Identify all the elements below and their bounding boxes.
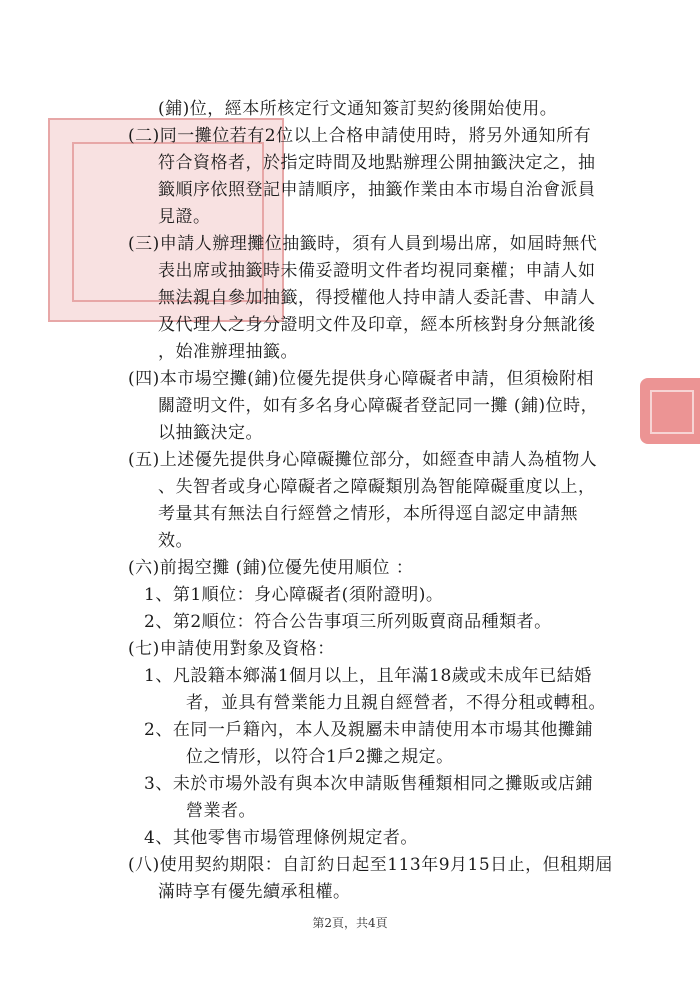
text-line: 符合資格者，於指定時間及地點辦理公開抽籤決定之，抽 <box>158 153 596 173</box>
text-line: 效。 <box>158 531 193 551</box>
text-line: 及代理人之身分證明文件及印章，經本所核對身分無訛後 <box>158 315 596 335</box>
text-line: (鋪)位，經本所核定行文通知簽訂契約後開始使用。 <box>158 99 558 119</box>
text-line: 以抽籤決定。 <box>158 423 263 443</box>
text-line: 營業者。 <box>186 801 256 821</box>
clause-7-line: (七)申請使用對象及資格： <box>128 639 335 659</box>
sub-item-line: 2、在同一戶籍內，本人及親屬未申請使用本市場其他攤鋪 <box>144 720 593 740</box>
clause-3-line: (三)申請人辦理攤位抽籤時，須有人員到場出席，如屆時無代 <box>128 234 598 254</box>
text-line: 滿時享有優先續承租權。 <box>158 882 351 902</box>
sub-item-line: 1、第1順位：身心障礙者(須附證明)。 <box>144 585 444 605</box>
text-line: 者，並具有營業能力且親自經營者，不得分租或轉租。 <box>186 693 606 713</box>
clause-6-line: (六)前揭空攤 (鋪)位優先使用順位 ： <box>128 558 414 578</box>
clause-8-line: (八)使用契約期限：自訂約日起至113年9月15日止，但租期屆 <box>128 855 613 875</box>
sub-item-line: 1、凡設籍本鄉滿1個月以上，且年滿18歲或未成年已結婚 <box>144 666 592 686</box>
edge-seal-stamp <box>640 378 700 444</box>
text-line: 表出席或抽籤時未備妥證明文件者均視同棄權；申請人如 <box>158 261 596 281</box>
text-line: 位之情形，以符合1戶2攤之規定。 <box>186 747 454 767</box>
document-body <box>128 96 628 906</box>
text-line: 、失智者或身心障礙者之障礙類別為智能障礙重度以上， <box>158 477 596 497</box>
sub-item-line: 3、未於市場外設有與本次申請販售種類相同之攤販或店鋪 <box>144 774 593 794</box>
sub-item-line: 4、其他零售市場管理條例規定者。 <box>144 828 418 848</box>
text-line: 考量其有無法自行經營之情形，本所得逕自認定申請無 <box>158 504 578 524</box>
text-line: 籤順序依照登記申請順序，抽籤作業由本市場自治會派員 <box>158 180 596 200</box>
text-line: 關證明文件，如有多名身心障礙者登記同一攤 (鋪)位時， <box>158 396 599 416</box>
text-line: ，始准辦理抽籤。 <box>158 342 298 362</box>
page-footer: 第2頁，共4頁 <box>312 916 388 930</box>
sub-item-line: 2、第2順位：符合公告事項三所列販賣商品種類者。 <box>144 612 552 632</box>
clause-2-line: (二)同一攤位若有2位以上合格申請使用時，將另外通知所有 <box>128 126 592 146</box>
text-line: 見證。 <box>158 207 211 227</box>
clause-4-line: (四)本市場空攤(鋪)位優先提供身心障礙者申請，但須檢附相 <box>128 369 595 389</box>
clause-5-line: (五)上述優先提供身心障礙攤位部分，如經查申請人為植物人 <box>128 450 598 470</box>
text-line: 無法親自參加抽籤，得授權他人持申請人委託書、申請人 <box>158 288 596 308</box>
